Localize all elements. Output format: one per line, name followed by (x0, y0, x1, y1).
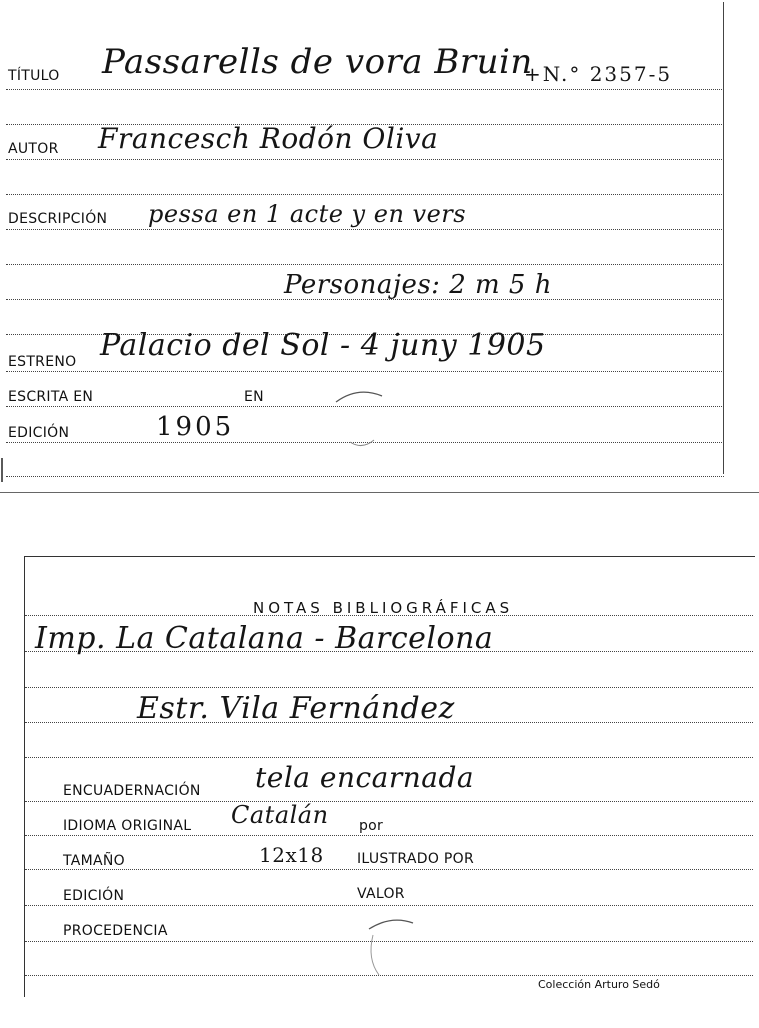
catalog-card-bottom (24, 556, 755, 997)
tamano-label: TAMAÑO (63, 853, 125, 869)
edicion-label: EDICIÓN (63, 888, 125, 904)
titulo-value: Passarells de vora Bruin (102, 42, 533, 82)
encuadernacion-label: ENCUADERNACIÓN (63, 783, 201, 799)
rule-line (6, 194, 724, 195)
en-label: EN (244, 389, 264, 405)
rule-line (6, 264, 724, 265)
rule-line (6, 476, 724, 477)
rule-line (25, 835, 753, 836)
rule-line (25, 757, 753, 758)
edicion-label: EDICIÓN (8, 425, 70, 441)
idioma-label: IDIOMA ORIGINAL (63, 818, 192, 834)
autor-value: Francesch Rodón Oliva (98, 122, 439, 155)
rule-line (6, 89, 724, 90)
estreno-value: Palacio del Sol - 4 juny 1905 (100, 328, 546, 363)
estreno-label: ESTRENO (8, 354, 77, 370)
rule-line (25, 869, 753, 870)
titulo-label: TÍTULO (8, 68, 60, 84)
escrita-en-label: ESCRITA EN (8, 389, 94, 405)
punch-hole-mark (361, 913, 421, 983)
procedencia-label: PROCEDENCIA (63, 923, 168, 939)
nota-line-2: Estr. Vila Fernández (137, 691, 455, 726)
descripcion-value: pessa en 1 acte y en vers (148, 200, 467, 228)
card-divider (0, 492, 759, 493)
collection-footer: Colección Arturo Sedó (538, 978, 660, 991)
rule-line (6, 159, 724, 160)
por-label: por (359, 818, 384, 834)
punch-hole-mark (330, 380, 390, 450)
ilustrado-label: ILUSTRADO POR (357, 851, 474, 867)
edge-mark (0, 458, 6, 482)
nota-line-1: Imp. La Catalana - Barcelona (35, 621, 494, 656)
personajes-value: Personajes: 2 m 5 h (284, 270, 552, 300)
encuadernacion-value: tela encarnada (255, 761, 475, 794)
idioma-value: Catalán (231, 801, 329, 829)
catalog-card-top (0, 0, 740, 486)
rule-line (6, 371, 724, 372)
rule-line (25, 615, 753, 616)
autor-label: AUTOR (8, 141, 59, 157)
edicion-value: 1905 (156, 412, 235, 442)
ref-number: +N.° 2357-5 (524, 62, 673, 86)
tamano-value: 12x18 (259, 843, 324, 867)
valor-label: VALOR (357, 886, 405, 902)
rule-line (25, 687, 753, 688)
notas-heading: NOTAS BIBLIOGRÁFICAS (253, 599, 514, 617)
descripcion-label: DESCRIPCIÓN (8, 211, 108, 227)
rule-line (25, 905, 753, 906)
card-border (723, 2, 724, 474)
rule-line (6, 229, 724, 230)
rule-line (25, 801, 753, 802)
